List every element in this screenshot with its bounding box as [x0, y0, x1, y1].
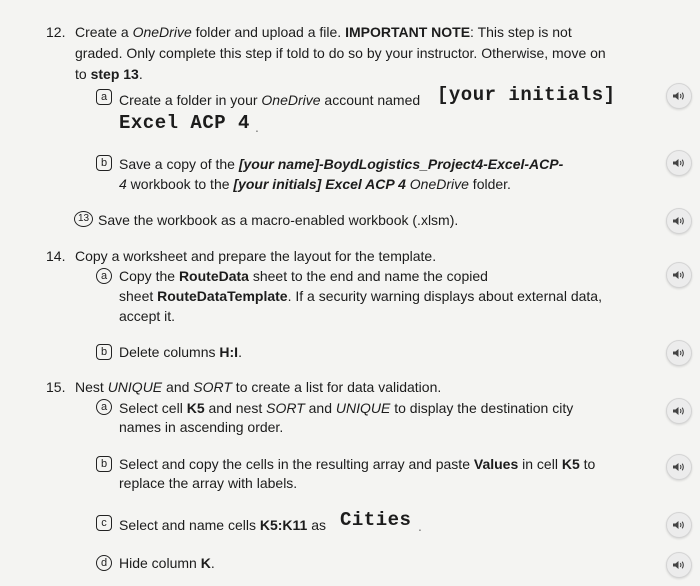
- text-run: Save a copy of the: [119, 156, 239, 172]
- audio-button[interactable]: [666, 340, 692, 366]
- audio-button[interactable]: [666, 512, 692, 538]
- step-12b-line-2: [119, 174, 511, 194]
- step-14-title: Copy a worksheet and prepare the layout for the template.: [75, 248, 437, 264]
- text-run: .: [210, 555, 215, 571]
- audio-button[interactable]: [666, 552, 692, 578]
- step-14a-line-3: accept it.: [119, 308, 176, 324]
- text-run: UNIQUE: [335, 400, 391, 416]
- step-15-number: 15.: [46, 379, 66, 395]
- substep-marker: a: [96, 399, 112, 415]
- code-tail-period: .: [255, 119, 259, 135]
- text-run: . If a security warning displays about external data,: [287, 288, 602, 304]
- text-run: as: [307, 517, 327, 533]
- speaker-icon: [673, 560, 686, 570]
- text-run: RouteDataTemplate: [157, 288, 288, 304]
- audio-button[interactable]: [666, 208, 692, 234]
- step-12-line-1: [75, 22, 572, 42]
- text-run: to: [579, 456, 596, 472]
- text-run: step 13: [90, 66, 139, 82]
- step-15d-line-1: [119, 553, 215, 573]
- step-12b-line-1: [119, 154, 563, 174]
- text-run: sheet to the end and name the copied: [248, 268, 488, 284]
- text-run: sheet: [119, 288, 158, 304]
- step-12c-line-1: Save the workbook as a macro-enabled workbook (.xlsm).: [98, 212, 459, 228]
- text-run: RouteData: [178, 268, 249, 284]
- text-run: IMPORTANT NOTE: [345, 24, 471, 40]
- text-run: Create a: [75, 24, 133, 40]
- text-run: and: [304, 400, 336, 416]
- code-excel-acp-4: Excel ACP 4: [119, 112, 250, 134]
- text-run: 4: [119, 176, 127, 192]
- step-14a-line-1: [119, 266, 488, 286]
- text-run: .: [238, 344, 242, 360]
- text-run: and nest: [204, 400, 267, 416]
- step-15b-line-2: replace the array with labels.: [119, 475, 298, 491]
- audio-button[interactable]: [666, 150, 692, 176]
- code-cities: Cities: [340, 509, 412, 531]
- substep-marker: b: [96, 155, 112, 171]
- text-run: Select and copy the cells in the resulting array and paste: [119, 456, 474, 472]
- text-run: SORT: [266, 400, 305, 416]
- text-run: folder.: [468, 176, 511, 192]
- step-15b-line-1: [119, 454, 595, 474]
- speaker-icon: [673, 158, 686, 168]
- text-run: H:I: [219, 344, 239, 360]
- text-run: and: [162, 379, 194, 395]
- text-run: to display the destination city: [390, 400, 574, 416]
- audio-button[interactable]: [666, 454, 692, 480]
- speaker-icon: [673, 270, 686, 280]
- text-run: OneDrive: [261, 92, 321, 108]
- text-run: SORT: [193, 379, 232, 395]
- text-run: Create a folder in your: [119, 92, 262, 108]
- code-your-initials: [your initials]: [437, 84, 616, 106]
- text-run: OneDrive: [409, 176, 469, 192]
- substep-marker: c: [96, 515, 112, 531]
- text-run: Values: [473, 456, 519, 472]
- step-14a-line-2: [119, 286, 602, 306]
- text-run: Copy the: [119, 268, 179, 284]
- substep-marker: d: [96, 555, 112, 571]
- code-tail-period: .: [418, 518, 422, 534]
- substep-marker: 13: [74, 211, 93, 227]
- speaker-icon: [673, 520, 686, 530]
- text-run: : This step is not: [470, 24, 572, 40]
- text-run: Select and name cells: [119, 517, 260, 533]
- text-run: to create a list for data validation.: [231, 379, 442, 395]
- text-run: Hide column: [119, 555, 201, 571]
- text-run: Select cell: [119, 400, 187, 416]
- step-15a-line-2: names in ascending order.: [119, 419, 284, 435]
- step-15a-line-1: [119, 398, 573, 418]
- text-run: UNIQUE: [107, 379, 163, 395]
- text-run: Delete columns: [119, 344, 220, 360]
- substep-marker: a: [96, 89, 112, 105]
- speaker-icon: [673, 462, 686, 472]
- text-run: [your name]-BoydLogistics_Project4-Excel-ACP-: [238, 156, 564, 172]
- speaker-icon: [673, 216, 686, 226]
- text-run: K5:K11: [259, 517, 308, 533]
- text-run: K5: [561, 456, 580, 472]
- text-run: .: [138, 66, 143, 82]
- speaker-icon: [673, 348, 686, 358]
- text-run: K5: [186, 400, 205, 416]
- substep-marker: b: [96, 456, 112, 472]
- text-run: OneDrive: [132, 24, 192, 40]
- step-12-line-2: graded. Only complete this step if told to do so by your instructor. Otherwise, move on: [75, 45, 606, 61]
- step-12a-line-1: [119, 90, 420, 110]
- step-12-number: 12.: [46, 24, 66, 40]
- substep-marker: a: [96, 268, 112, 284]
- speaker-icon: [673, 406, 686, 416]
- text-run: in cell: [518, 456, 562, 472]
- step-15-title: [75, 377, 441, 397]
- audio-button[interactable]: [666, 262, 692, 288]
- audio-button[interactable]: [666, 398, 692, 424]
- audio-button[interactable]: [666, 83, 692, 109]
- step-14-number: 14.: [46, 248, 66, 264]
- step-14b-line-1: [119, 342, 242, 362]
- step-15c-line-1: [119, 515, 326, 535]
- text-run: account named: [320, 92, 421, 108]
- substep-marker: b: [96, 344, 112, 360]
- speaker-icon: [673, 91, 686, 101]
- text-run: workbook to the: [126, 176, 234, 192]
- text-run: [your initials] Excel ACP 4: [233, 176, 406, 192]
- step-12-line-3: [75, 64, 143, 84]
- text-run: to: [75, 66, 91, 82]
- text-run: K: [200, 555, 211, 571]
- text-run: folder and upload a file.: [191, 24, 346, 40]
- text-run: Nest: [75, 379, 108, 395]
